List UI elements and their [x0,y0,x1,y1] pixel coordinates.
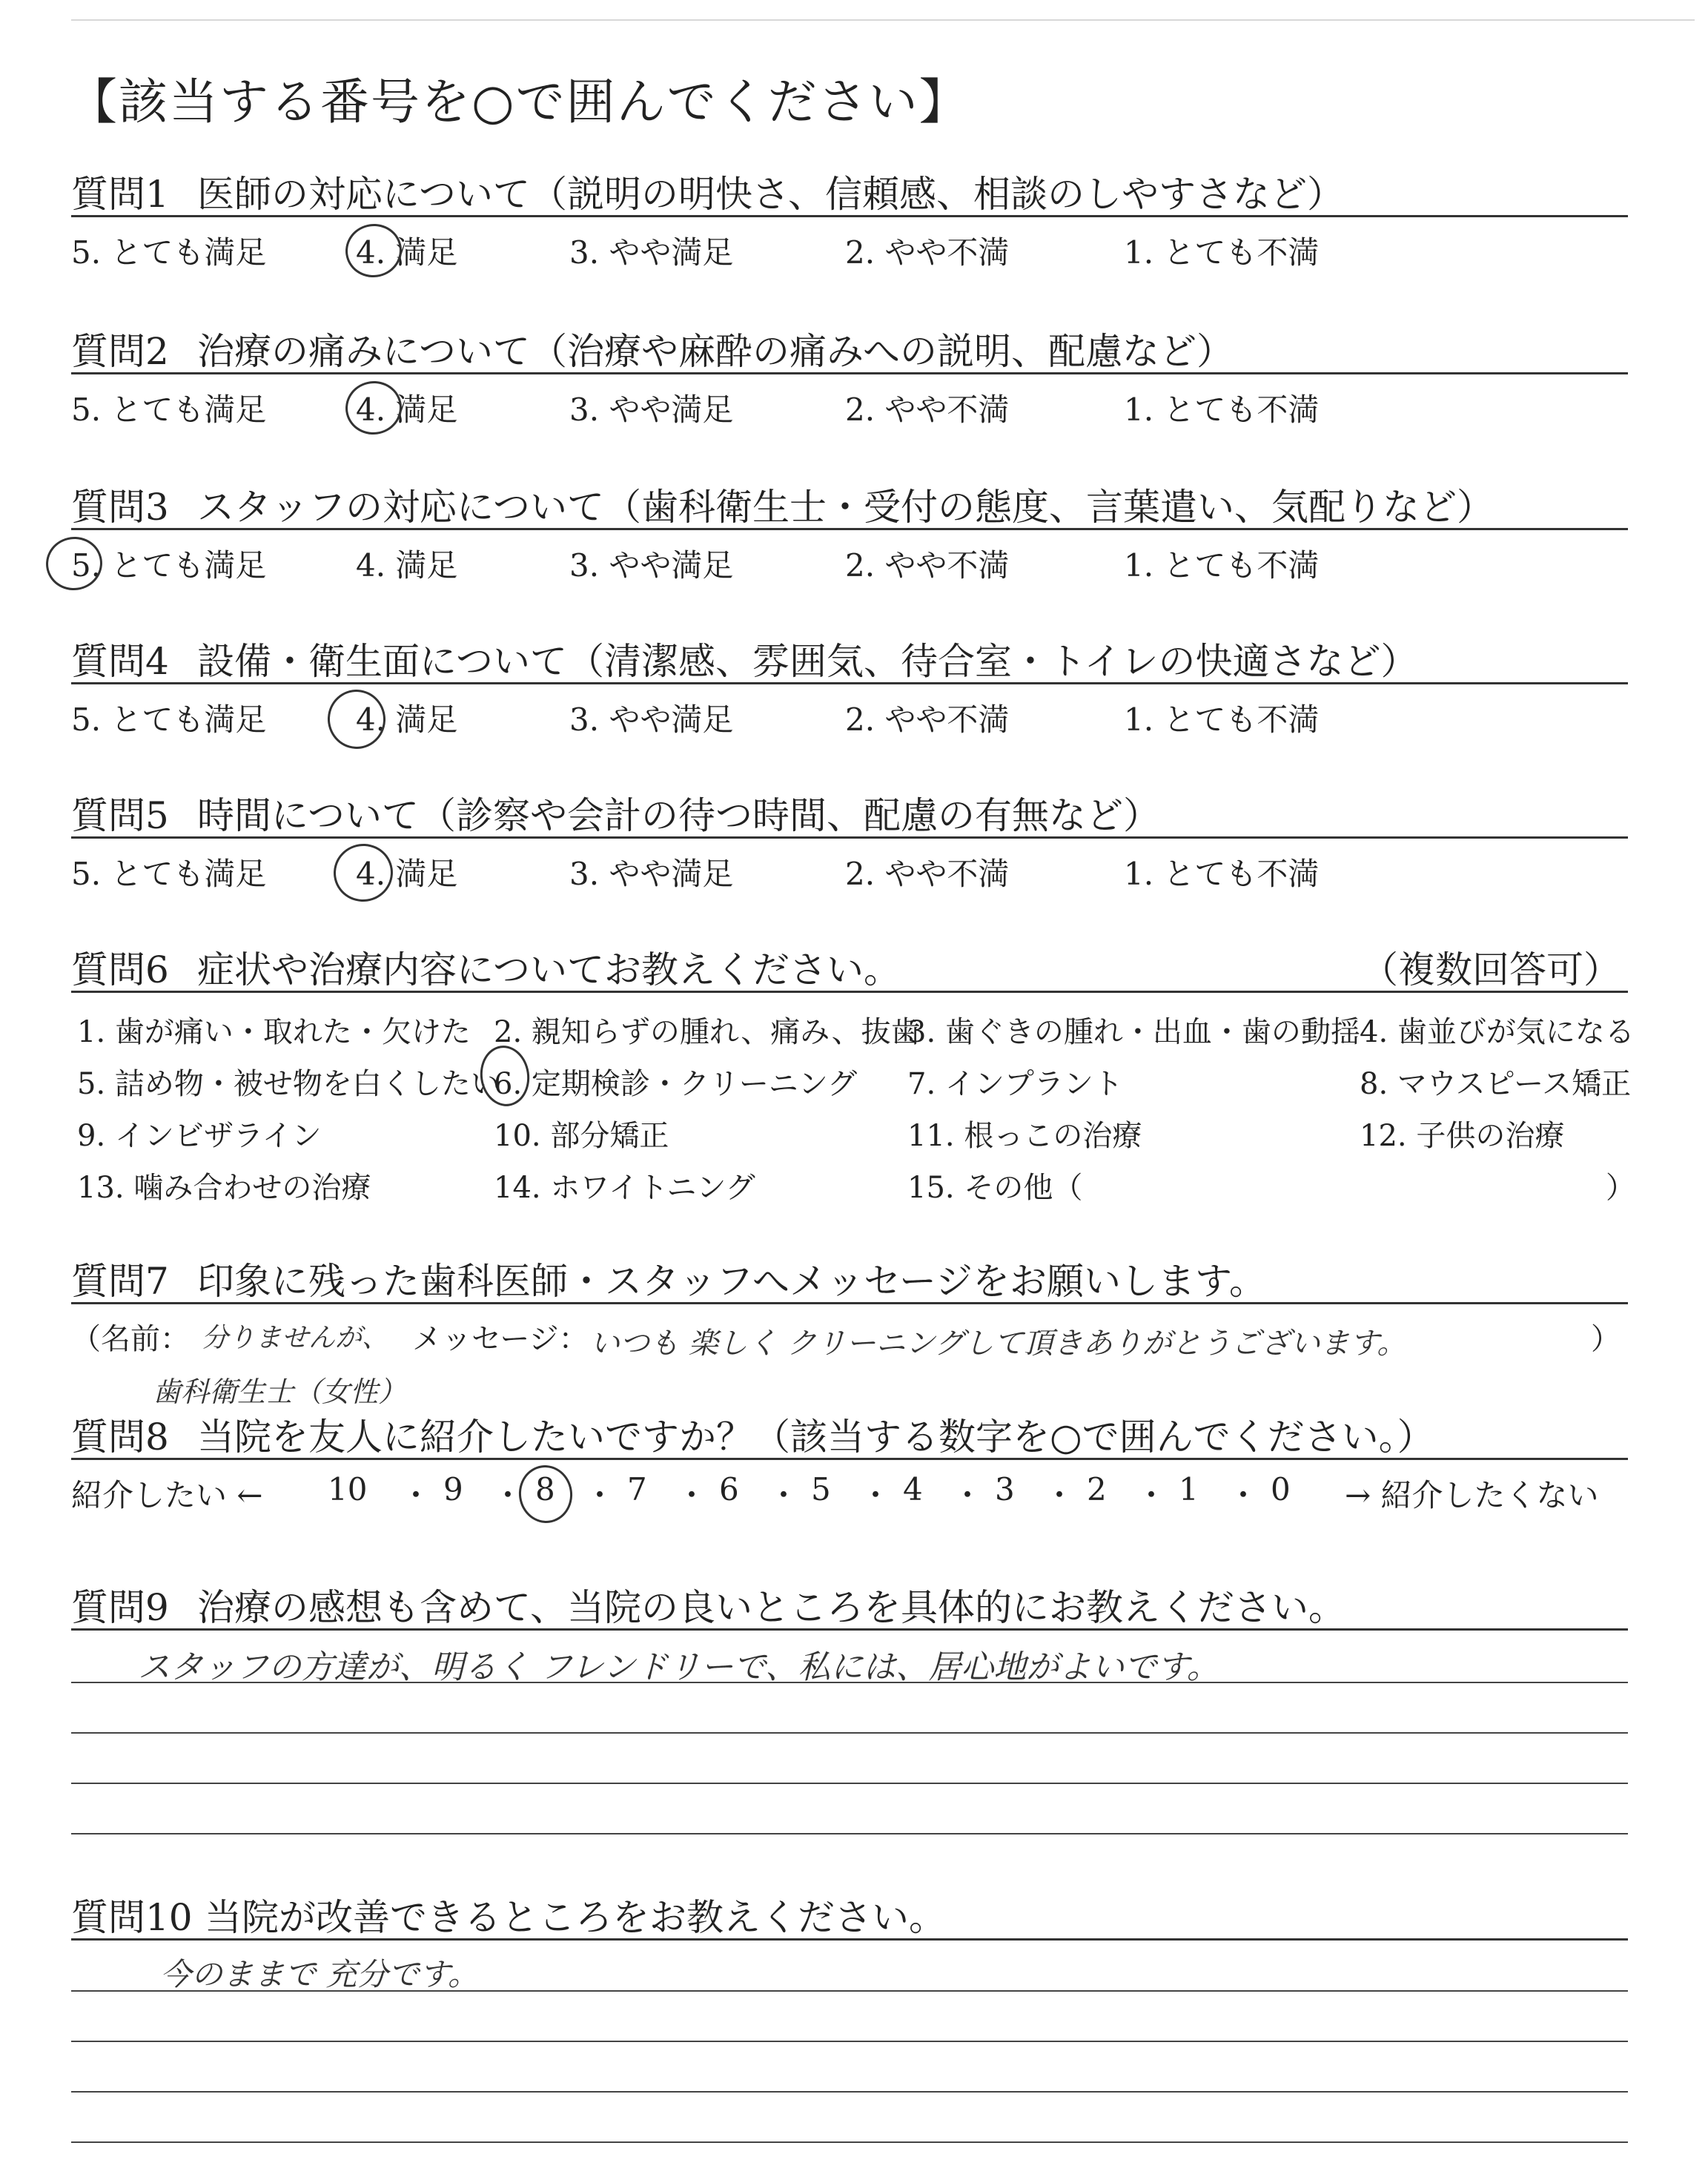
question-6-number: 質問6 [71,948,169,991]
option-2[interactable]: 2. やや不満 [845,392,1010,428]
question-4-title [71,632,1418,685]
question-10-text: 当院が改善できるところをお教えください。 [205,1896,946,1939]
message-close: ） [1591,1322,1621,1356]
question-8-title [71,1407,1434,1461]
symptom-option-5[interactable]: 5. 詰め物・被せ物を白くしたい [77,1067,500,1101]
option-3[interactable]: 3. やや満足 [569,234,734,271]
option-1[interactable]: 1. とても不満 [1124,856,1320,892]
scale-8[interactable]: 8 [535,1471,555,1507]
multiple-answers-note: （複数回答可） [1361,948,1621,991]
question-4-rule [71,682,1628,684]
answer-line [71,1990,1628,1992]
symptom-option-12[interactable]: 12. 子供の治療 [1360,1119,1565,1153]
symptom-option-11[interactable]: 11. 根っこの治療 [907,1119,1142,1153]
question-2-text: 治療の痛みについて（治療や麻酔の痛みへの説明、配慮など） [197,330,1234,373]
symptom-option-9[interactable]: 9. インビザライン [77,1119,322,1153]
option-5[interactable]: 5. とても満足 [71,701,267,738]
option-4[interactable]: 4. 満足 [356,547,458,584]
question-5-title [71,786,1160,839]
question-4-text: 設備・衛生面について（清潔感、雰囲気、待合室・トイレの快適さなど） [197,640,1418,683]
question-9-answer[interactable]: スタッフの方達が、明るく フレンドリーで、私には、居心地がよいです。 [138,1648,1219,1686]
option-1[interactable]: 1. とても不満 [1124,547,1320,584]
question-1-title [71,165,1344,218]
scale-dot: ・ [768,1477,800,1513]
message-value[interactable]: いつも 楽しく クリーニングして頂きありがとうございます。 [590,1327,1407,1361]
scale-10[interactable]: 10 [328,1471,368,1507]
answer-line [71,1732,1628,1734]
question-1-number: 質問1 [71,173,169,216]
option-2[interactable]: 2. やや不満 [845,547,1010,584]
question-3-number: 質問3 [71,486,169,529]
name-value-line2[interactable]: 歯科衛生士（女性） [153,1375,407,1408]
symptom-option-10[interactable]: 10. 部分矯正 [494,1119,669,1153]
answer-line [71,1833,1628,1834]
question-8-number: 質問8 [71,1416,169,1459]
option-4[interactable]: 4. 満足 [356,856,458,892]
option-3[interactable]: 3. やや満足 [569,701,734,738]
option-4[interactable]: 4. 満足 [356,701,458,738]
scale-5[interactable]: 5 [811,1471,831,1507]
symptom-option-2[interactable]: 2. 親知らずの腫れ、痛み、抜歯 [494,1015,921,1049]
option-3[interactable]: 3. やや満足 [569,392,734,428]
scale-dot: ・ [400,1477,432,1513]
question-3-rule [71,528,1628,530]
instruction-header: 【該当する番号を○で囲んでください】 [68,73,970,131]
question-2-number: 質問2 [71,330,169,373]
question-8-rule [71,1458,1628,1460]
question-2-rule [71,372,1628,374]
question-6-title [71,940,901,994]
message-label: メッセージ： [412,1322,589,1356]
answer-line [71,2141,1628,2143]
scale-1[interactable]: 1 [1179,1471,1199,1507]
name-value[interactable]: 分りませんが、 [202,1323,389,1353]
scale-7[interactable]: 7 [627,1471,647,1507]
recommend-left-label: 紹介したい ← [71,1477,263,1513]
option-1[interactable]: 1. とても不満 [1124,701,1320,738]
question-9-title [71,1578,1345,1631]
scale-dot: ・ [1044,1477,1076,1513]
name-label: （名前： [71,1322,190,1356]
question-9-number: 質問9 [71,1586,169,1629]
scale-dot: ・ [1136,1477,1168,1513]
scale-9[interactable]: 9 [443,1471,463,1507]
symptom-option-7[interactable]: 7. インプラント [907,1067,1123,1101]
question-7-number: 質問7 [71,1260,169,1303]
option-1[interactable]: 1. とても不満 [1124,234,1320,271]
scale-dot: ・ [860,1477,892,1513]
option-5[interactable]: 5. とても満足 [71,547,267,584]
option-4[interactable]: 4. 満足 [356,234,458,271]
question-7-text: 印象に残った歯科医師・スタッフへメッセージをお願いします。 [197,1260,1266,1303]
question-3-title [71,478,1494,531]
option-4[interactable]: 4. 満足 [356,392,458,428]
selection-circle [515,1462,576,1526]
question-6-rule [71,991,1628,993]
recommend-right-label: → 紹介したくない [1345,1477,1599,1513]
question-2-title [71,322,1234,375]
symptom-option-1[interactable]: 1. 歯が痛い・取れた・欠けた [77,1015,471,1049]
option-2[interactable]: 2. やや不満 [845,701,1010,738]
option-3[interactable]: 3. やや満足 [569,856,734,892]
other-close-paren: ） [1606,1171,1635,1205]
symptom-option-4[interactable]: 4. 歯並びが気になる [1360,1015,1635,1049]
question-7-rule [71,1302,1628,1304]
question-5-number: 質問5 [71,794,169,837]
scale-3[interactable]: 3 [995,1471,1015,1507]
answer-line [71,2091,1628,2093]
scale-dot: ・ [492,1477,524,1513]
option-2[interactable]: 2. やや不満 [845,234,1010,271]
question-9-rule [71,1628,1628,1631]
option-5[interactable]: 5. とても満足 [71,856,267,892]
symptom-option-13[interactable]: 13. 噛み合わせの治療 [77,1171,371,1205]
question-7-title [71,1252,1266,1305]
symptom-option-3[interactable]: 3. 歯ぐきの腫れ・出血・歯の動揺 [907,1015,1360,1049]
question-5-text: 時間について（診察や会計の待つ時間、配慮の有無など） [197,794,1160,837]
question-4-number: 質問4 [71,640,169,683]
scale-0[interactable]: 0 [1271,1471,1291,1507]
top-border [71,19,1695,21]
question-1-rule [71,215,1628,217]
scale-dot: ・ [952,1477,984,1513]
scale-6[interactable]: 6 [719,1471,739,1507]
question-6-text: 症状や治療内容についてお教えください。 [197,948,901,991]
answer-line [71,1783,1628,1784]
scale-dot: ・ [1228,1477,1260,1513]
scale-4[interactable]: 4 [903,1471,923,1507]
question-10-title [71,1888,946,1941]
symptom-option-8[interactable]: 8. マウスピース矯正 [1360,1067,1632,1101]
recommend-scale [71,1471,1628,1516]
option-2[interactable]: 2. やや不満 [845,856,1010,892]
question-9-text: 治療の感想も含めて、当院の良いところを具体的にお教えください。 [197,1586,1345,1629]
option-5[interactable]: 5. とても満足 [71,392,267,428]
answer-line [71,2041,1628,2042]
question-10-rule [71,1938,1628,1941]
scale-2[interactable]: 2 [1087,1471,1107,1507]
option-5[interactable]: 5. とても満足 [71,234,267,271]
question-3-text: スタッフの対応について（歯科衛生士・受付の態度、言葉遣い、気配りなど） [197,486,1494,529]
question-8-text: 当院を友人に紹介したいですか？（該当する数字を○で囲んでください。） [197,1416,1434,1459]
answer-line [71,1682,1628,1683]
question-5-rule [71,836,1628,839]
scale-dot: ・ [676,1477,708,1513]
option-1[interactable]: 1. とても不満 [1124,392,1320,428]
symptom-option-6[interactable]: 6. 定期検診・クリーニング [494,1067,858,1101]
question-10-answer[interactable]: 今のままで 充分です。 [160,1956,479,1992]
symptom-option-14[interactable]: 14. ホワイトニング [494,1171,755,1205]
question-1-text: 医師の対応について（説明の明快さ、信頼感、相談のしやすさなど） [197,173,1344,216]
option-3[interactable]: 3. やや満足 [569,547,734,584]
symptom-option-15[interactable]: 15. その他（ [907,1171,1083,1205]
question-10-number: 質問10 [71,1896,193,1939]
scale-dot: ・ [584,1477,616,1513]
